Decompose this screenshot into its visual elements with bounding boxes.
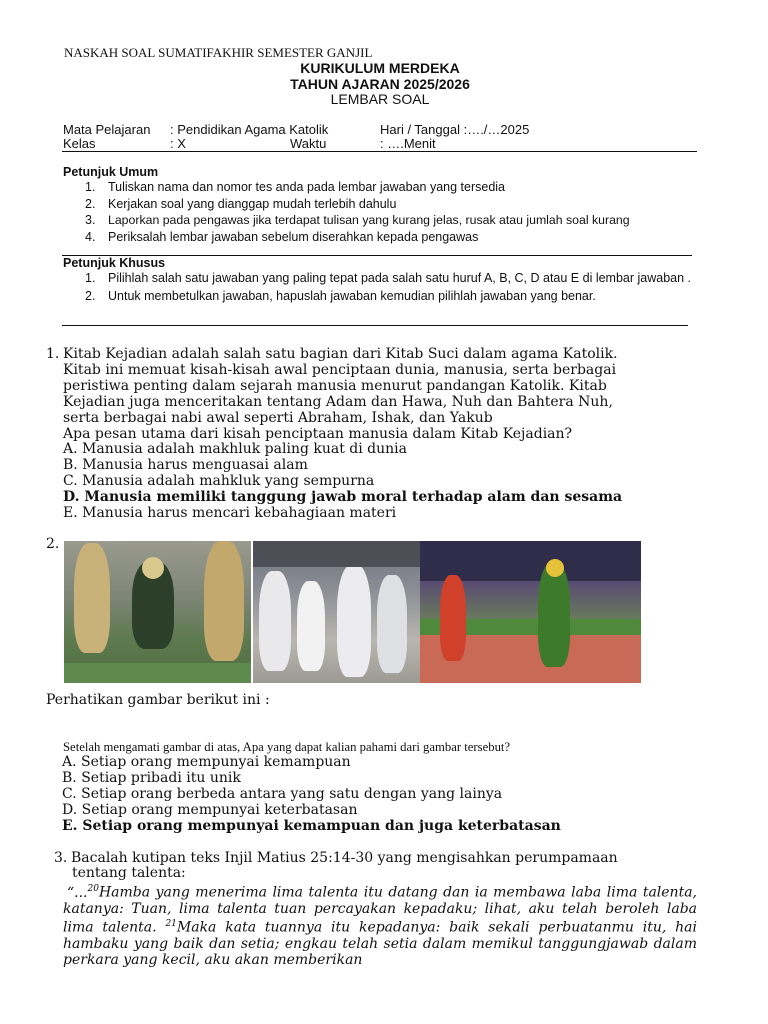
section-divider (62, 325, 688, 326)
question-2-intro: Perhatikan gambar berikut ini : (46, 692, 270, 708)
specific-instructions-title: Petunjuk Khusus (63, 256, 166, 270)
option-d-answer: D. Manusia memiliki tanggung jawab moral terhadap alam dan sesama (63, 489, 623, 506)
option-e-answer: E. Setiap orang mempunyai kemampuan dan juga keterbatasan (62, 817, 561, 834)
option-d: D. Setiap orang mempunyai keterbatasan (62, 801, 358, 818)
time-value: : ….Menit (380, 136, 436, 151)
question-3-number: 3. (54, 850, 68, 866)
list-item: 3. Laporkan pada pengawas jika terdapat tulisan yang kurang jelas, rusak atau jumlah soal kurang (85, 213, 630, 227)
option-e: E. Manusia harus mencari kebahagiaan materi (63, 505, 397, 522)
question-2-photos (64, 541, 641, 683)
exam-title: NASKAH SOAL SUMATIFAKHIR SEMESTER GANJIL (64, 45, 373, 60)
question-1-stem-line: Kejadian juga menceritakan tentang Adam dan Hawa, Nuh dan Bahtera Nuh, (63, 393, 613, 410)
option-b: B. Setiap pribadi itu unik (62, 769, 241, 786)
matthew-quote: “...$^{20}$Hamba yang menerima lima talenta itu datang dan ia membawa laba lima talenta, katanya: Tuan, lima talenta tuan percayakan kepadaku; lihat, aku telah beroleh laba lima talenta. $^{21}$Maka kata tuannya itu kepadanya: baik sekali perbuatanmu itu, hai hambaku yang baik dan setia; engkau telah setia dalam memikul tanggungjawab dalam perkara yang kecil, aku akan memberikan (63, 884, 698, 968)
list-item: 2. Kerjakan soal yang dianggap mudah terlebih dahulu (85, 196, 397, 211)
academic-year: TAHUN AJARAN 2025/2026 (290, 76, 470, 92)
subject-label: Mata Pelajaran (63, 122, 151, 137)
list-item: 1. Pilihlah salah satu jawaban yang paling tepat pada salah satu huruf A, B, C, D atau E di lembar jawaban . (85, 271, 692, 285)
question-1-stem-line: Kitab Kejadian adalah salah satu bagian dari Kitab Suci dalam agama Katolik. (63, 346, 618, 362)
curriculum-title: KURIKULUM MERDEKA (300, 60, 460, 76)
question-1 (63, 347, 703, 522)
runners-with-prosthetics-photo (253, 541, 420, 683)
question-3-stem-line2: tentang talenta: (72, 865, 186, 881)
question-1-stem-line: peristiwa penting dalam sejarah manusia menurut pandangan Katolik. Kitab (63, 377, 607, 394)
list-item: 1. Tuliskan nama dan nomor tes anda pada lembar jawaban yang tersedia (85, 180, 506, 194)
list-item: 2. Untuk membetulkan jawaban, hapuslah jawaban kemudian pilihlah jawaban yang benar. (85, 288, 596, 303)
class-label: Kelas (63, 136, 96, 151)
question-2-number: 2. (46, 536, 60, 552)
option-b: B. Manusia harus menguasai alam (63, 457, 308, 474)
verse-number: 20 (87, 884, 99, 894)
class-value: : X (170, 136, 186, 151)
sheet-title: LEMBAR SOAL (330, 91, 430, 107)
question-2-prompt: Setelah mengamati gambar di atas, Apa yang dapat kalian pahami dari gambar tersebut? (63, 740, 511, 754)
option-a: A. Manusia adalah makhluk paling kuat di dunia (63, 441, 408, 458)
subject-value: : Pendidikan Agama Katolik (170, 122, 329, 137)
time-label: Waktu (290, 136, 327, 151)
general-instructions-list (85, 179, 700, 245)
option-c: C. Setiap orang berbeda antara yang satu dengan yang lainya (62, 785, 503, 802)
date-label: Hari / Tanggal :…./…2025 (380, 122, 530, 137)
option-a: A. Setiap orang mempunyai kemampuan (62, 754, 351, 770)
verse-number: 21 (165, 919, 177, 930)
header-divider (62, 151, 697, 152)
question-1-number: 1. (46, 346, 60, 362)
question-1-prompt: Apa pesan utama dari kisah penciptaan manusia dalam Kitab Kejadian? (63, 425, 573, 442)
general-instructions-title: Petunjuk Umum (63, 165, 159, 179)
question-1-stem-line: serta berbagai nabi awal seperti Abraham, Ishak, dan Yakub (63, 409, 493, 426)
specific-instructions-list (85, 270, 700, 304)
list-item: 4. Periksalah lembar jawaban sebelum diserahkan kepada pengawas (85, 229, 479, 244)
question-2-options (62, 755, 702, 835)
american-football-photo (64, 541, 251, 683)
question-1-stem-line: Kitab ini memuat kisah-kisah awal penciptaan dunia, manusia, serta berbagai (63, 361, 617, 378)
paralympic-sprinters-photo (420, 541, 641, 683)
option-c: C. Manusia adalah mahkluk yang sempurna (63, 473, 375, 490)
question-3-stem: Bacalah kutipan teks Injil Matius 25:14-30 yang mengisahkan perumpamaan (71, 850, 618, 866)
